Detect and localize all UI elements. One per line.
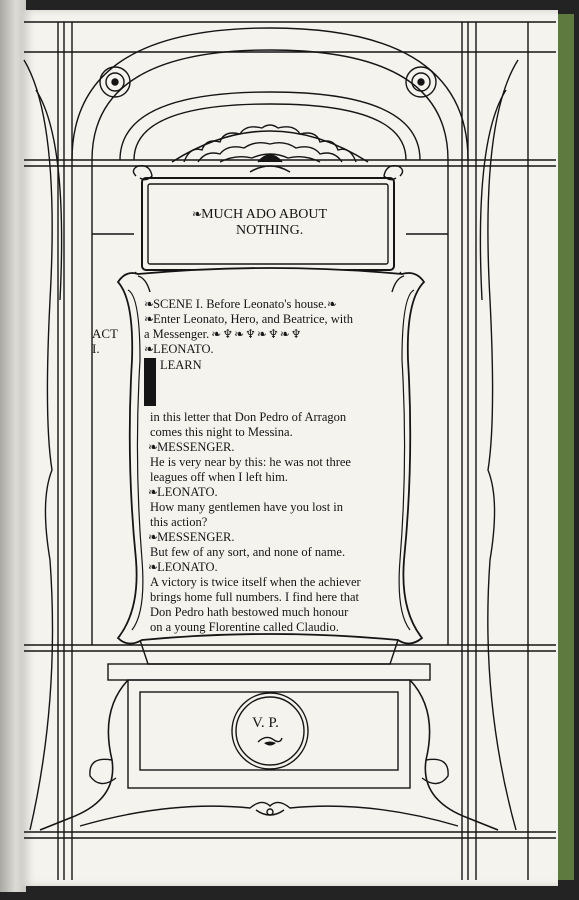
speech-line-8: A victory is twice itself when the achiever [150,575,361,589]
ivy-leaf-ornament: ❧ [144,297,154,311]
speech-line-4: leagues off when I left him. [150,470,288,484]
ivy-leaf-ornament: ❧ [148,560,158,574]
speaker-leonato-3: ❧LEONATO. [148,560,218,574]
speech-line-11: on a young Florentine called Claudio. [150,620,339,634]
drop-cap-I [144,358,156,406]
speaker-leonato-1: ❧LEONATO. [144,342,214,356]
act-label: ACT [92,326,118,341]
stage-direction-2: a Messenger. ❧ ♆ ❧ ♆ ❧ ♆ ❧ ♆ [144,327,301,341]
learn-word: LEARN [160,358,202,372]
speaker-leonato-2: ❧LEONATO. [148,485,218,499]
speech-line-2: comes this night to Messina. [150,425,293,439]
speech-line-6: this action? [150,515,208,529]
ivy-leaf-ornament: ❧ [192,207,202,221]
speech-line-10: Don Pedro hath bestowed much honour [150,605,349,619]
monogram-text: V. P. [252,715,279,731]
ivy-leaf-ornament: ❧ [148,485,158,499]
ivy-leaf-ornament: ❧ [148,440,158,454]
act-number: I. [92,341,100,356]
speaker-messenger-2: ❧MESSENGER. [148,530,235,544]
speech-line-7: But few of any sort, and none of name. [150,545,346,559]
ivy-leaf-ornament: ❧ [326,297,336,311]
stage-direction-1: ❧Enter Leonato, Hero, and Beatrice, with [144,312,353,326]
title-line-2: NOTHING. [236,223,304,238]
ivy-leaf-ornament: ❧ [148,530,158,544]
ivy-leaf-ornament: ❧ [144,312,154,326]
speech-line-9: brings home full numbers. I find here that [150,590,359,604]
title-line-1: ❧MUCH ADO ABOUT [192,207,328,222]
ivy-leaf-ornament: ❧ [144,342,154,356]
speech-line-1: in this letter that Don Pedro of Arragon [150,410,347,424]
speech-line-5: How many gentlemen have you lost in [150,500,344,514]
speech-line-3: He is very near by this: he was not three [150,455,351,469]
scene-heading: ❧SCENE I. Before Leonato's house.❧ [144,297,336,311]
ivy-leaf-ornament: ❧ ♆ ❧ ♆ ❧ ♆ ❧ ♆ [209,327,301,341]
speaker-messenger-1: ❧MESSENGER. [148,440,235,454]
monogram-ornament-icon [256,734,284,750]
